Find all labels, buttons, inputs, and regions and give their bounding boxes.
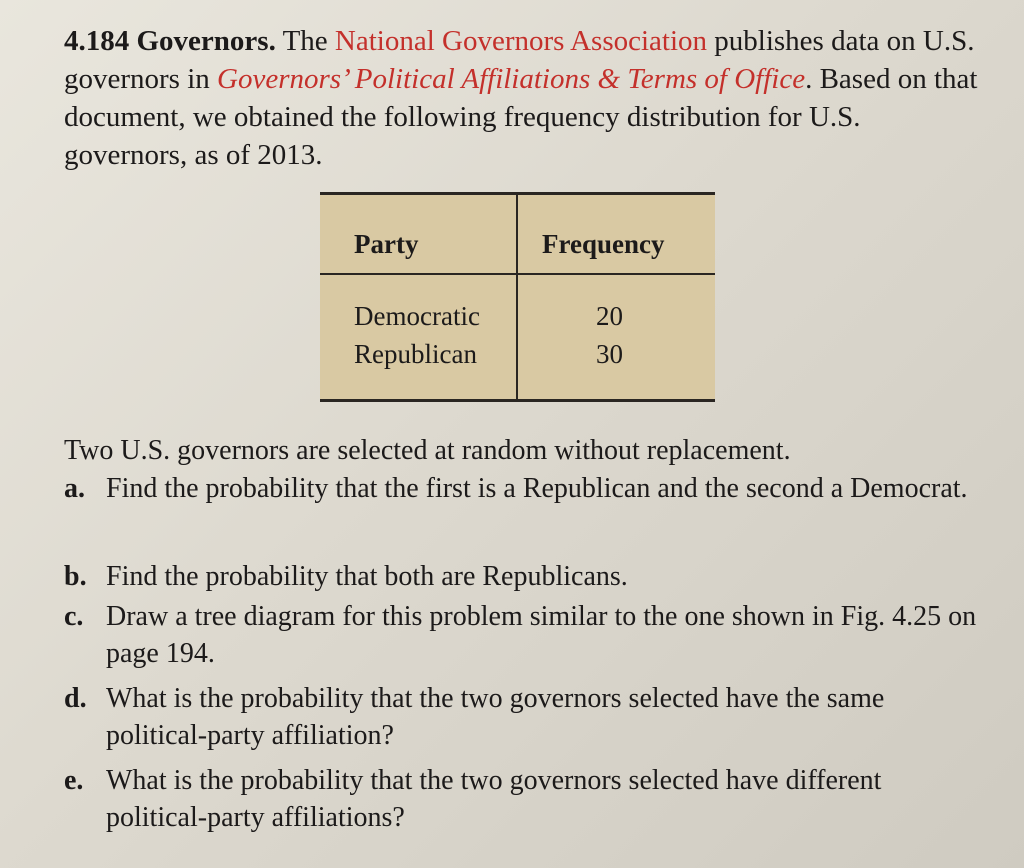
intro-text-1: The	[282, 25, 328, 57]
question-text: Draw a tree diagram for this problem similar to the one shown in Fig. 4.25 on page 194.	[106, 601, 977, 669]
problem-title: Governors.	[136, 25, 276, 57]
problem-statement	[64, 22, 984, 174]
instruction-text: Two U.S. governors are selected at random without replacement.	[64, 435, 791, 466]
question-c	[64, 598, 984, 674]
document-title: Governors’ Political Affiliations & Terms of Office	[217, 63, 806, 95]
header-frequency: Frequency	[542, 229, 665, 259]
organization-name: National Governors Association	[334, 25, 708, 57]
cell-frequency-democratic: 20	[596, 301, 623, 331]
question-b	[64, 558, 984, 596]
question-text: What is the probability that the two governors selected have different political-party affiliations?	[106, 765, 882, 833]
cell-frequency-republican: 30	[596, 339, 623, 369]
question-a	[64, 470, 984, 546]
cell-party-republican: Republican	[354, 339, 477, 369]
question-label: b.	[64, 561, 87, 592]
question-e	[64, 762, 984, 838]
question-d	[64, 680, 984, 756]
question-text: Find the probability that both are Republicans.	[106, 561, 628, 592]
header-party: Party	[354, 229, 419, 259]
question-text: What is the probability that the two governors selected have the same political-party affiliation?	[106, 683, 885, 751]
question-label: c.	[64, 601, 84, 632]
column-divider	[516, 195, 518, 399]
frequency-table	[320, 192, 715, 402]
header-rule	[320, 273, 715, 275]
question-label: a.	[64, 473, 85, 504]
problem-number: 4.184	[64, 25, 130, 57]
intro-text-2: publishes data on U.S. governors in	[64, 25, 975, 95]
question-text: Find the probability that the first is a Republican and the second a Democrat.	[106, 473, 968, 504]
question-label: e.	[64, 765, 84, 796]
intro-text-3: . Based on that document, we obtained the following frequency distribution for U.S. governors, as of 2013.	[64, 63, 978, 171]
question-label: d.	[64, 683, 87, 714]
cell-party-democratic: Democratic	[354, 301, 480, 331]
